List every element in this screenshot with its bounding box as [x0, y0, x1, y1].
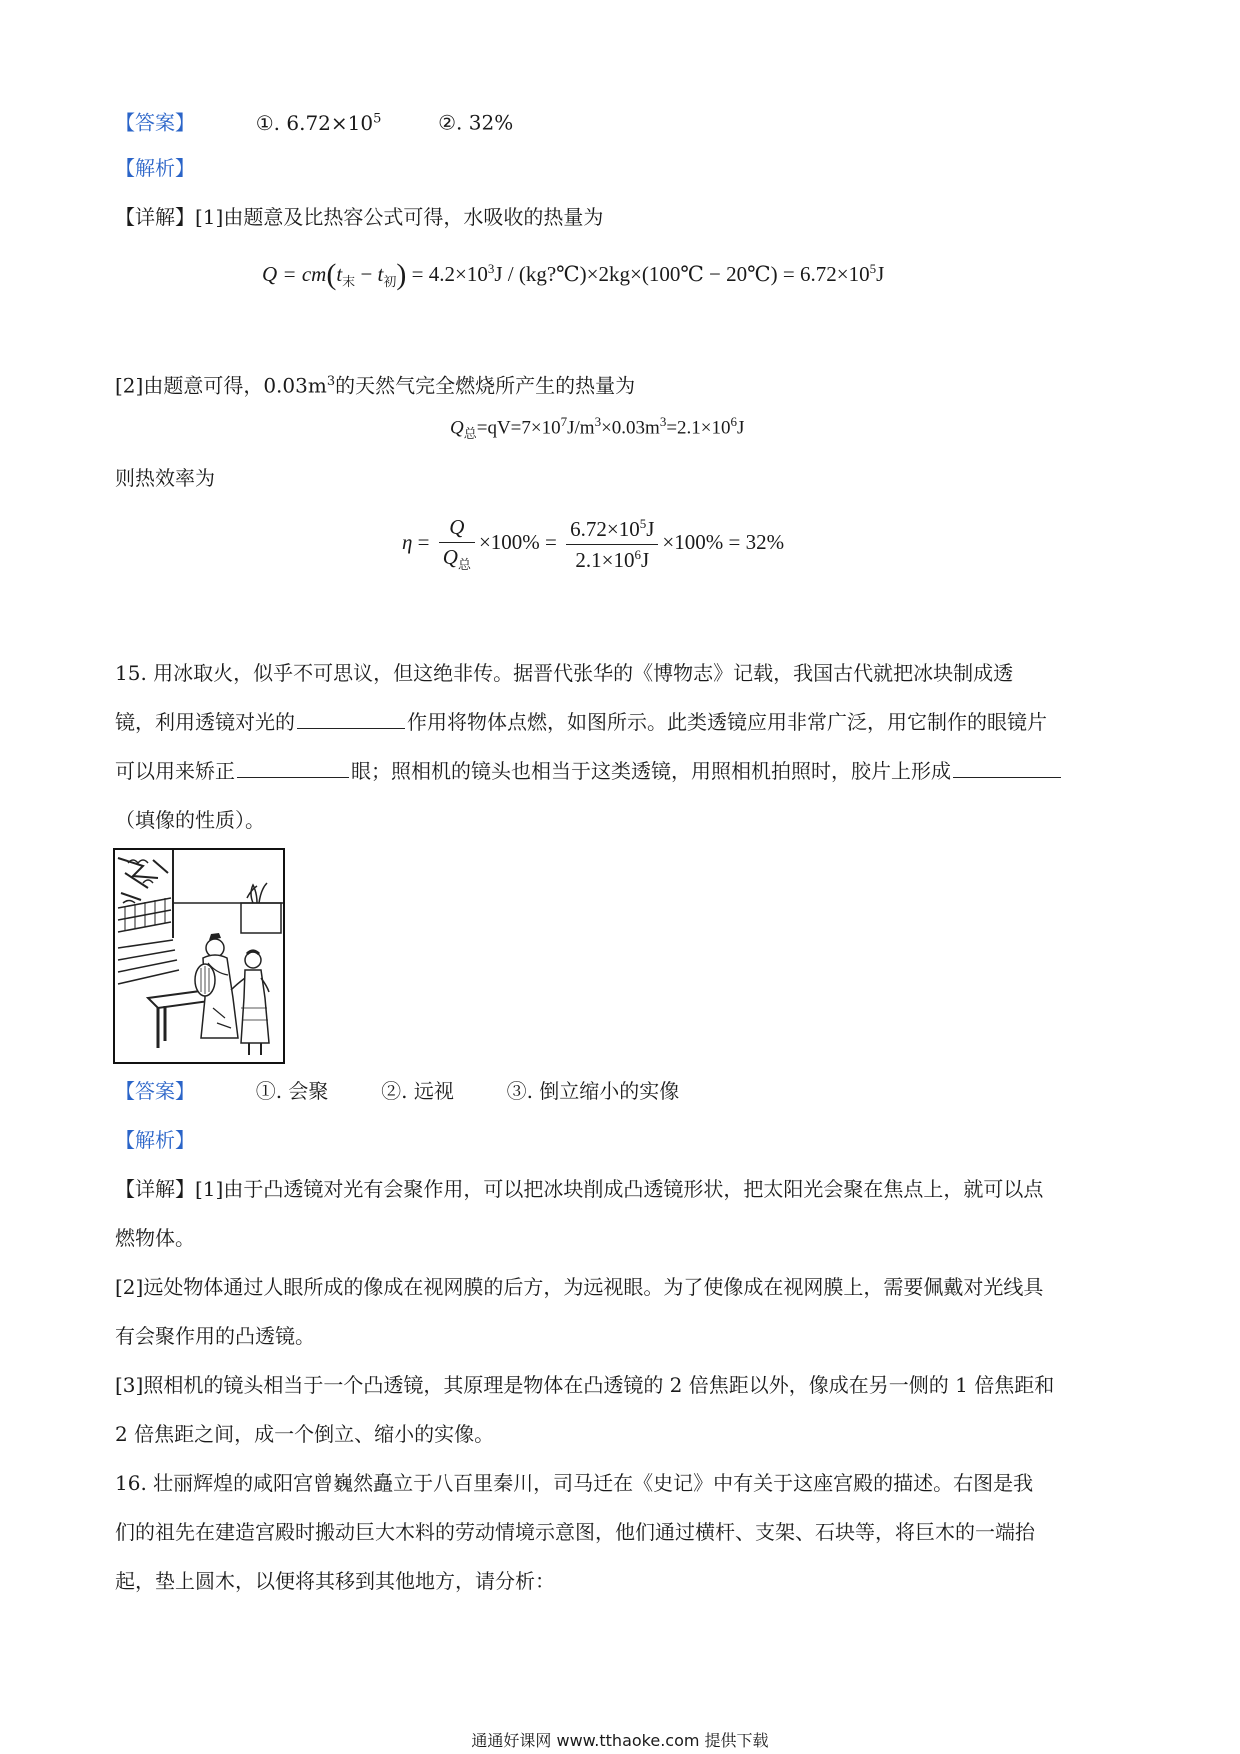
detail-label: 【详解】	[115, 205, 195, 229]
equation-heat-total: $Q_总=qV=7\times 10^7J/m^3\times 0.03m^3=2.1\times 10^6J$	[450, 414, 745, 442]
equation-efficiency: η = $\frac{Q}{Q_总}$ ×100% = $\frac{6.72\times 10^5J}{2.1\times 10^6J}$ ×100% = 32%	[402, 515, 785, 573]
detail-14-p1: 【详解】[1]由题意及比热容公式可得，水吸收的热量为	[115, 205, 604, 229]
analysis-label-15: 【解析】	[115, 1128, 195, 1152]
answer-14-item-2: ②. 32%	[438, 110, 514, 135]
answer-14-item-1: ①. $6.72\times 10^5$	[255, 110, 382, 135]
question-16-line-2: 们的祖先在建造宫殿时搬动巨大木料的劳动情境示意图，他们通过横杆、支架、石块等，将巨木的一端抬	[115, 1520, 1035, 1544]
question-16-line-1: 16. 壮丽辉煌的咸阳宫曾巍然矗立于八百里秦川，司马迁在《史记》中有关于这座宫殿的描述。右图是我	[115, 1471, 1034, 1495]
detail-15-line-6: 2 倍焦距之间，成一个倒立、缩小的实像。	[115, 1422, 495, 1446]
detail-15-line-5: [3]照相机的镜头相当于一个凸透镜，其原理是物体在凸透镜的 2 倍焦距以外，像成在另一侧的 1 倍焦距和	[115, 1373, 1055, 1397]
answer-blank-1[interactable]	[297, 710, 405, 729]
detail-15-line-3: [2]远处物体通过人眼所成的像成在视网膜的后方，为远视眼。为了使像成在视网膜上，需要佩戴对光线具	[115, 1275, 1044, 1299]
question-15-line-2: 镜，利用透镜对光的 作用将物体点燃，如图所示。此类透镜应用非常广泛，用它制作的眼镜片	[115, 710, 1047, 734]
question-15-line-4: （填像的性质）。	[115, 808, 265, 832]
answer-15-item-3: ③. 倒立缩小的实像	[506, 1079, 680, 1103]
question-16-line-3: 起，垫上圆木，以便将其移到其他地方，请分析：	[115, 1569, 555, 1593]
ancient-scene-illustration	[113, 848, 285, 1064]
equation-heat-absorbed: $Q = cm(t_末 - t_初) = 4.2\times 10^3J$ / (kg?℃)×2kg×(100℃ − 20℃) = $6.72\times 10^5J$	[262, 258, 885, 291]
analysis-label-14: 【解析】	[115, 156, 195, 180]
answer-label: 【答案】	[115, 110, 195, 135]
answer-14-line	[115, 104, 513, 138]
detail-14-p2: [2]由题意可得，$0.03m^3$的天然气完全燃烧所产生的热量为	[115, 373, 636, 398]
detail-15-line-4: 有会聚作用的凸透镜。	[115, 1324, 315, 1348]
question-15-line-1: 15. 用冰取火，似乎不可思议，但这绝非传。据晋代张华的《博物志》记载，我国古代就把冰块制成透	[115, 661, 1014, 685]
answer-blank-2[interactable]	[237, 759, 349, 778]
answer-blank-3[interactable]	[953, 759, 1061, 778]
question-15-line-3: 可以用来矫正 眼；照相机的镜头也相当于这类透镜，用照相机拍照时，胶片上形成	[115, 756, 1063, 786]
answer-15-item-2: ②. 远视	[381, 1079, 454, 1103]
detail-14-p3: 则热效率为	[115, 466, 215, 490]
answer-15-line: 【答案】 ①. 会聚 ②. 远视 ③. 倒立缩小的实像	[115, 1079, 680, 1103]
detail-15-line-2: 燃物体。	[115, 1226, 195, 1250]
page-footer: 通通好课网 www.tthaoke.com 提供下载	[471, 1731, 769, 1750]
answer-15-item-1: ①. 会聚	[255, 1079, 329, 1103]
detail-15-line-1: 【详解】[1]由于凸透镜对光有会聚作用，可以把冰块削成凸透镜形状，把太阳光会聚在焦点上，就可以点	[115, 1177, 1044, 1201]
